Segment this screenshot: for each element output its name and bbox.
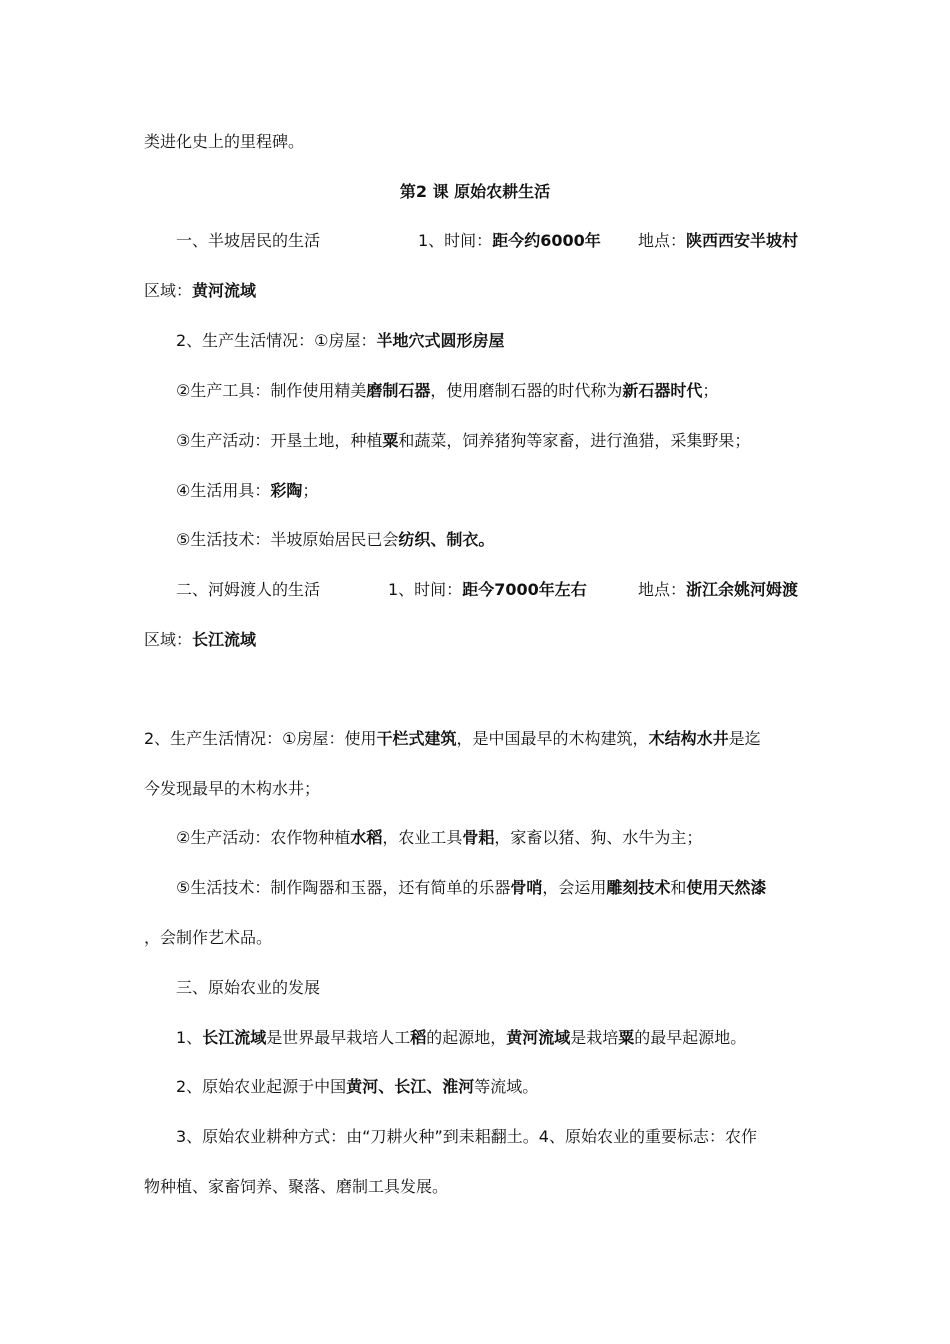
section-3-heading: 三、原始农业的发展 <box>176 978 321 997</box>
text-line: ③生产活动：开垦土地，种植粟和蔬菜，饲养猪狗等家畜，进行渔猎，采集野果； <box>176 431 751 450</box>
text-line <box>144 130 810 154</box>
time-field: 1、时间：距今7000年左右 <box>388 580 587 599</box>
text-line: 2、生产生活情况：①房屋：半地穴式圆形房屋 <box>176 331 505 350</box>
lesson-title <box>0 180 950 204</box>
section-2-header <box>176 578 810 602</box>
section-1-header <box>176 229 810 253</box>
place-field: 地点：浙江余姚河姆渡 <box>638 580 799 599</box>
text-line: ②生产活动：农作物种植水稻，农业工具骨耜，家畜以猪、狗、水牛为主； <box>176 828 703 847</box>
text-line: 2、原始农业起源于中国黄河、长江、淮河等流域。 <box>176 1077 539 1096</box>
text-line: ⑤生活技术：半坡原始居民已会纺织、制衣。 <box>176 530 495 549</box>
text-line: ②生产工具：制作使用精美磨制石器，使用磨制石器的时代称为新石器时代； <box>176 381 719 400</box>
text-line: ④生活用具：彩陶； <box>176 481 319 500</box>
section-heading: 二、河姆渡人的生活 <box>176 580 321 599</box>
text-line: 1、长江流域是世界最早栽培人工稻的起源地，黄河流域是栽培粟的最早起源地。 <box>176 1028 747 1047</box>
time-field: 1、时间：距今约6000年 <box>418 231 601 250</box>
title-text: 第2 课 原始农耕生活 <box>399 182 551 201</box>
section-heading: 一、半坡居民的生活 <box>176 231 321 250</box>
text-line: 物种植、家畜饲养、聚落、磨制工具发展。 <box>144 1177 449 1196</box>
text-line: ，会制作艺术品。 <box>144 928 273 947</box>
text-line: 3、原始农业耕种方式：由“刀耕火种”到耒耜翻土。4、原始农业的重要标志：农作 <box>176 1127 757 1146</box>
text-line: 今发现最早的木构水井； <box>144 779 321 798</box>
place-field: 地点：陕西西安半坡村 <box>638 231 799 250</box>
region-line: 区域：长江流域 <box>144 630 257 649</box>
text: 类进化史上的里程碑。 <box>144 132 305 151</box>
text-line: 2、生产生活情况：①房屋：使用干栏式建筑，是中国最早的木构建筑，木结构水井是迄 <box>144 729 761 748</box>
text-line: ⑤生活技术：制作陶器和玉器，还有简单的乐器骨哨，会运用雕刻技术和使用天然漆 <box>176 878 767 897</box>
region-line: 区域：黄河流域 <box>144 281 257 300</box>
